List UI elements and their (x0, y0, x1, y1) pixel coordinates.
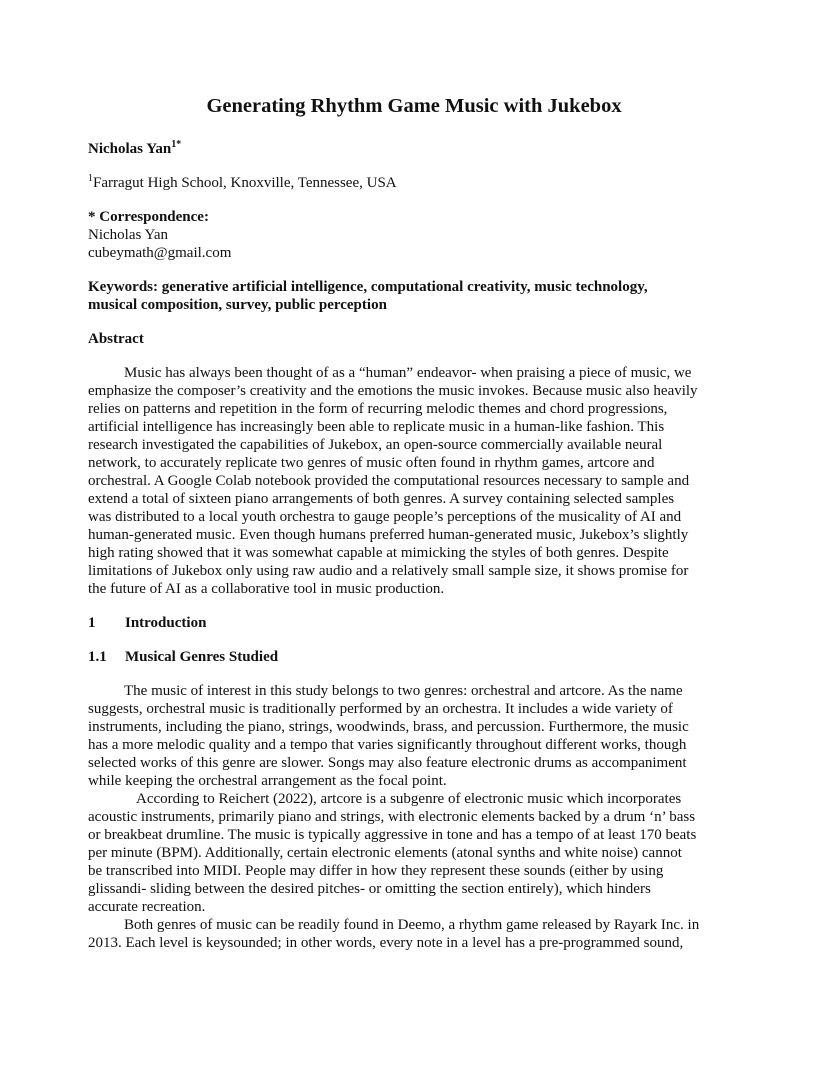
body-line: has a more melodic quality and a tempo that varies significantly throughout different works, though (88, 737, 687, 753)
subsection-title: Musical Genres Studied (125, 649, 279, 665)
keywords-line: musical composition, survey, public perception (88, 297, 387, 313)
body-line: be transcribed into MIDI. People may differ in how they represent these sounds (either by using (88, 863, 664, 879)
body-line: accurate recreation. (88, 899, 206, 915)
body-line: Both genres of music can be readily found in Deemo, a rhythm game released by Rayark Inc. in (124, 917, 700, 933)
correspondence-email: cubeymath@gmail.com (88, 245, 232, 261)
body-paragraph-1 (88, 682, 740, 790)
abstract-body (88, 364, 740, 598)
correspondence-block (88, 208, 740, 262)
paper-title: Generating Rhythm Game Music with Jukebox (206, 95, 622, 117)
body-line: per minute (BPM). Additionally, certain electronic elements (atonal synths and white noise) cannot (88, 845, 682, 861)
abstract-line: artificial intelligence has increasingly been able to replicate music in a human-like fashion. This (88, 419, 665, 435)
abstract-line: limitations of Jukebox only using raw audio and a relatively small sample size, it shows promise for (88, 563, 689, 579)
body-paragraph-2 (88, 790, 740, 916)
subsection-number: 1.1 (88, 649, 107, 665)
body-paragraph-3 (88, 916, 740, 952)
abstract-line: relies on patterns and repetition in the form of recurring melodic themes and chord progressions, (88, 401, 668, 417)
body-line: acoustic instruments, primarily piano and strings, with electronic elements backed by a drum ‘n’ bass (88, 809, 696, 825)
keywords-line: Keywords: generative artificial intelligence, computational creativity, music technology, (88, 279, 648, 295)
author-superscript: 1* (171, 139, 182, 150)
abstract-line: Music has always been thought of as a “human” endeavor- when praising a piece of music, we (124, 365, 692, 381)
abstract-line: high rating showed that it was somewhat capable at mimicking the styles of both genres. Despite (88, 545, 669, 561)
abstract-line: human-generated music. Even though humans preferred human-generated music, Jukebox’s slightly (88, 527, 689, 543)
keywords (88, 278, 740, 314)
author-name: Nicholas Yan (88, 141, 172, 157)
author-line (88, 140, 740, 158)
body-line: glissandi- sliding between the desired pitches- or omitting the section entirely), which hinders (88, 881, 651, 897)
abstract-heading: Abstract (88, 331, 144, 347)
abstract-line: emphasize the composer’s creativity and the emotions the music invokes. Because music also heavily (88, 383, 698, 399)
body-line: According to Reichert (2022), artcore is a subgenre of electronic music which incorporates (136, 791, 682, 807)
body-line: suggests, orchestral music is traditionally performed by an orchestra. It includes a wide variety of (88, 701, 673, 717)
abstract-line: was distributed to a local youth orchestra to gauge people’s perceptions of the musicality of AI and (88, 509, 682, 525)
affiliation-text: Farragut High School, Knoxville, Tennessee, USA (93, 175, 397, 191)
subsection-heading-genres (88, 648, 740, 666)
body-line: or breakbeat drumline. The music is typically aggressive in tone and has a tempo of at least 170 beats (88, 827, 697, 843)
abstract-line: the future of AI as a collaborative tool in music production. (88, 581, 445, 597)
section-heading-introduction (88, 614, 740, 632)
abstract-line: orchestral. A Google Colab notebook provided the computational resources necessary to sample and (88, 473, 690, 489)
abstract-line: extend a total of sixteen piano arrangements of both genres. A survey containing selected samples (88, 491, 675, 507)
body-line: The music of interest in this study belongs to two genres: orchestral and artcore. As the name (124, 683, 683, 699)
body-line: while keeping the orchestral arrangement as the focal point. (88, 773, 447, 789)
affiliation-superscript: 1 (88, 173, 93, 184)
abstract-line: network, to accurately replicate two genres of music often found in rhythm games, artcore and (88, 455, 655, 471)
section-number: 1 (88, 615, 96, 631)
correspondence-name: Nicholas Yan (88, 227, 169, 243)
body-line: instruments, including the piano, strings, woodwinds, brass, and percussion. Furthermore, the music (88, 719, 689, 735)
section-title: Introduction (125, 615, 207, 631)
paper-content (88, 92, 740, 952)
body-line: selected works of this genre are slower. Songs may also feature electronic drums as accompaniment (88, 755, 687, 771)
body-line: 2013. Each level is keysounded; in other words, every note in a level has a pre-programmed sound, (88, 935, 684, 951)
correspondence-label: * Correspondence: (88, 209, 209, 225)
affiliation-line (88, 174, 740, 192)
abstract-line: research investigated the capabilities of Jukebox, an open-source commercially available neural (88, 437, 663, 453)
